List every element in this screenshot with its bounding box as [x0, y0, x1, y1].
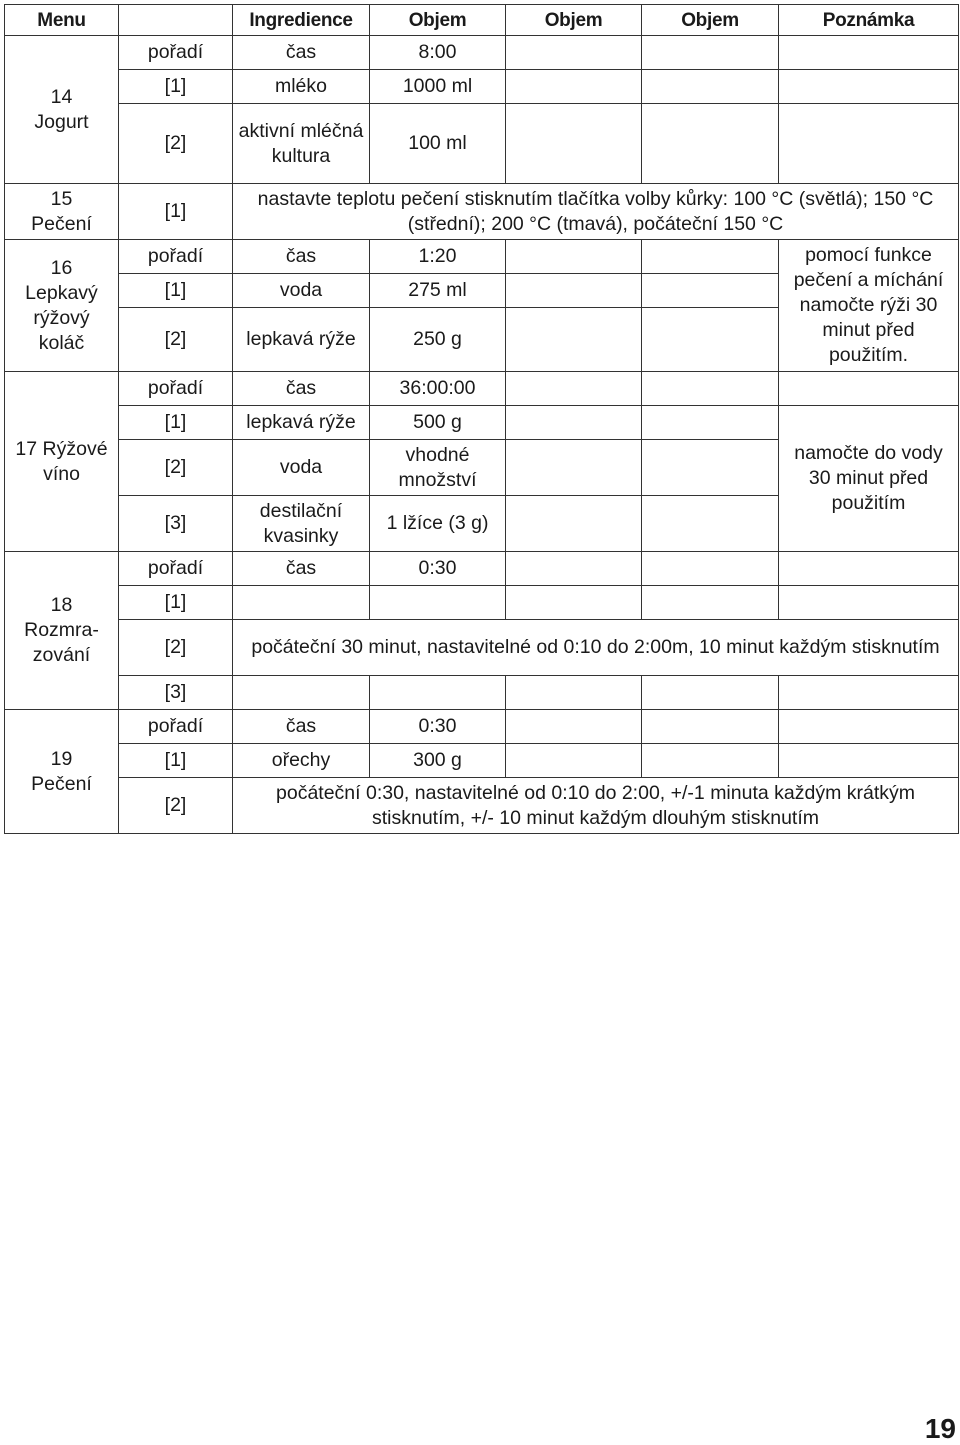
header-note: Poznámka: [779, 5, 959, 36]
menu-number: 15: [50, 187, 73, 210]
menu-number: 19: [50, 747, 73, 770]
table-row: [5, 36, 959, 70]
step-label: [2]: [119, 440, 233, 496]
table-row: [5, 104, 959, 184]
menu-number: 18: [50, 594, 73, 616]
step-label: [1]: [119, 274, 233, 308]
amount: 500 g: [370, 406, 506, 440]
table-row: [5, 184, 959, 240]
menu-name: Rýžové víno: [42, 437, 108, 485]
menu-cell: [5, 710, 119, 834]
menu-number: 14: [50, 85, 73, 108]
step-label: [1]: [119, 70, 233, 104]
note-cell: pomocí funkce pečení a míchání namočte rýži 30 minut před použitím.: [779, 240, 959, 372]
order-label: pořadí: [119, 240, 233, 274]
time-value: 36:00:00: [370, 372, 506, 406]
time-value: 8:00: [370, 36, 506, 70]
order-label: pořadí: [119, 710, 233, 744]
time-value: 0:30: [370, 552, 506, 586]
time-label: čas: [233, 710, 370, 744]
ingredient: voda: [233, 440, 370, 496]
menu-name: Lepkavý rýžový koláč: [25, 281, 98, 354]
amount: 100 ml: [370, 104, 506, 184]
time-label: čas: [233, 36, 370, 70]
ingredient: destilační kvasinky: [233, 496, 370, 552]
table-row: [5, 586, 959, 620]
menu-cell: [5, 36, 119, 184]
menu-cell: [5, 372, 119, 552]
time-label: čas: [233, 240, 370, 274]
header-volume-2: Objem: [506, 5, 642, 36]
step-label: [1]: [119, 406, 233, 440]
menu-cell: [5, 240, 119, 372]
instruction-text: počáteční 30 minut, nastavitelné od 0:10 do 2:00m, 10 minut každým stisknutím: [233, 620, 959, 676]
ingredient: mléko: [233, 70, 370, 104]
step-label: [2]: [119, 620, 233, 676]
header-ingredients: Ingredience: [233, 5, 370, 36]
time-value: 0:30: [370, 710, 506, 744]
table-row: [5, 70, 959, 104]
time-value: 1:20: [370, 240, 506, 274]
order-label: pořadí: [119, 36, 233, 70]
header-volume-3: Objem: [642, 5, 779, 36]
time-label: čas: [233, 552, 370, 586]
table-row: [5, 552, 959, 586]
table-row: [5, 240, 959, 274]
instruction-text: nastavte teplotu pečení stisknutím tlačítka volby kůrky: 100 °C (světlá); 150 °C (střední); 200 °C (tmavá), počáteční 150 °C: [233, 184, 959, 240]
menu-cell: [5, 184, 119, 240]
step-label: [2]: [119, 778, 233, 834]
instruction-text: počáteční 0:30, nastavitelné od 0:10 do 2:00, +/-1 minuta každým krátkým stisknutím, +/- 10 minut každým dlouhým stisknutím: [233, 778, 959, 834]
step-label: [2]: [119, 308, 233, 372]
ingredient: voda: [233, 274, 370, 308]
menu-name: Rozmra-zování: [24, 619, 99, 666]
menu-number: 16: [50, 256, 73, 279]
ingredient: ořechy: [233, 744, 370, 778]
amount: 1000 ml: [370, 70, 506, 104]
menu-name: Pečení: [31, 212, 92, 235]
table-row: [5, 620, 959, 676]
ingredient: lepkavá rýže: [233, 406, 370, 440]
note-cell: namočte do vody 30 minut před použitím: [779, 406, 959, 552]
step-label: [1]: [119, 586, 233, 620]
step-label: [3]: [119, 496, 233, 552]
table-row: [5, 778, 959, 834]
amount: 1 lžíce (3 g): [370, 496, 506, 552]
table-row: [5, 710, 959, 744]
menu-cell: [5, 552, 119, 710]
menu-name: Jogurt: [34, 110, 89, 133]
menu-number: 17: [15, 437, 38, 460]
table-row: [5, 676, 959, 710]
table-row: [5, 372, 959, 406]
step-label: [3]: [119, 676, 233, 710]
header-menu: Menu: [5, 5, 119, 36]
page-number: 19: [924, 1413, 956, 1444]
table-row: [5, 406, 959, 440]
amount: vhodné množství: [370, 440, 506, 496]
header-blank: [119, 5, 233, 36]
header-volume-1: Objem: [370, 5, 506, 36]
order-label: pořadí: [119, 372, 233, 406]
ingredient: aktivní mléčná kultura: [233, 104, 370, 184]
step-label: [2]: [119, 104, 233, 184]
table-row: [5, 744, 959, 778]
amount: 250 g: [370, 308, 506, 372]
amount: 275 ml: [370, 274, 506, 308]
menu-name: Pečení: [31, 772, 92, 795]
amount: 300 g: [370, 744, 506, 778]
step-label: [1]: [119, 744, 233, 778]
ingredient: lepkavá rýže: [233, 308, 370, 372]
time-label: čas: [233, 372, 370, 406]
recipe-settings-table: [4, 4, 959, 834]
step-label: [1]: [119, 184, 233, 240]
table-header-row: [5, 5, 959, 36]
order-label: pořadí: [119, 552, 233, 586]
